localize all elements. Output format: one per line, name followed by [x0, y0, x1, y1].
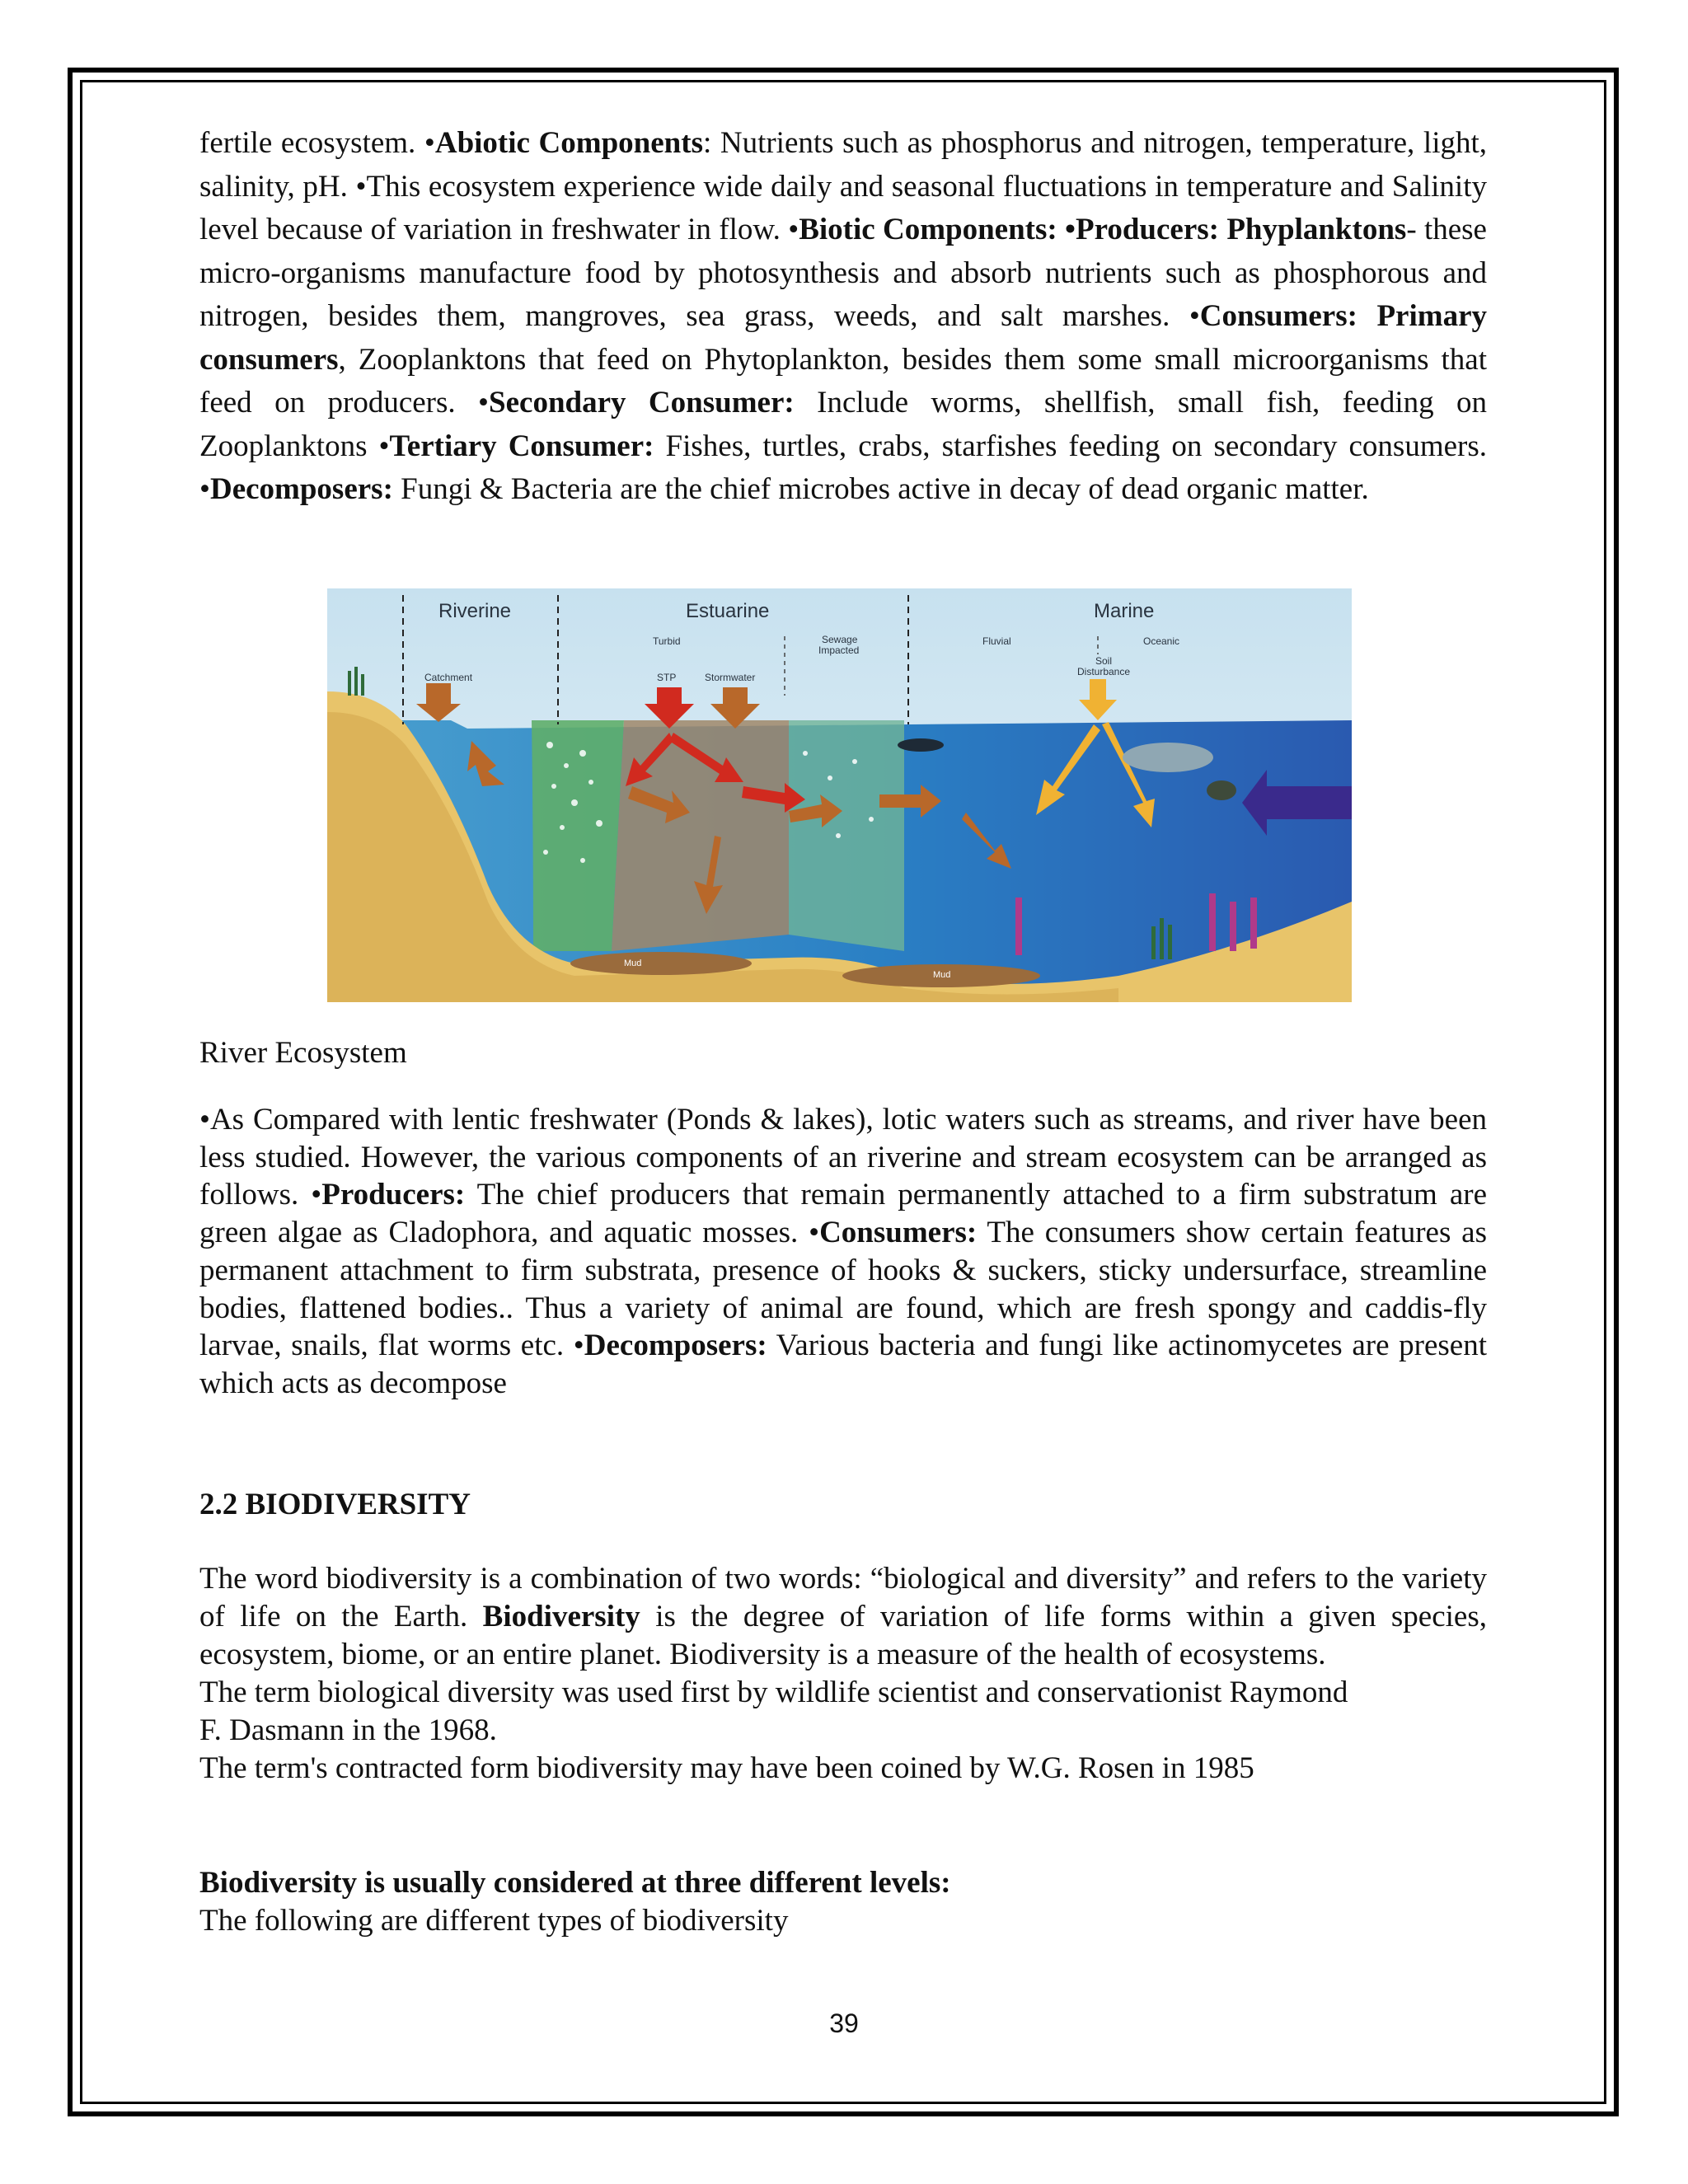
biodiversity-levels-section [199, 1864, 1487, 1940]
text-line: The term biological diversity was used first by wildlife scientist and conservationist Raymond [199, 1675, 1348, 1709]
bold-term: Biodiversity [482, 1600, 640, 1633]
text-span: The chief producers that remain permanently attached to a firm substratum are green algae as Cladophora, and aquatic mosses. • [199, 1178, 1487, 1250]
paragraph-estuary-components [199, 122, 1487, 512]
label-fluvial: Fluvial [982, 635, 1011, 647]
bold-term: Tertiary Consumer: [389, 429, 654, 463]
bold-term: Consumers: Primary consumers [199, 299, 1487, 377]
text-span: , Zooplanktons that feed on Phytoplankton, besides them some small microorganisms that feed on producers. • [199, 342, 1487, 419]
label-marine: Marine [1094, 600, 1155, 622]
text-line: The term's contracted form biodiversity may have been coined by W.G. Rosen in 1985 [199, 1751, 1254, 1785]
turtle-icon [1207, 780, 1236, 800]
text-span: Fishes, turtles, crabs, starfishes feeding on secondary consumers. • [199, 429, 1488, 506]
bold-term: Abiotic Components [434, 126, 703, 160]
page-number: 39 [829, 2008, 859, 2038]
text-span: is the degree of variation of life forms within a given species, ecosystem, biome, or an entire planet. Biodiversity is a measure of the health of ecosystems. [199, 1600, 1487, 1671]
estuary-ecosystem-diagram [327, 588, 1352, 1002]
label-stp: STP [657, 672, 677, 683]
text-span: The word biodiversity is a combination of two words: “biological and diversity” and refers to the variety of life on the Earth. [199, 1562, 1487, 1633]
label-soil: Soil [1095, 655, 1113, 667]
mud-patch-1 [570, 952, 752, 975]
text-span: : Nutrients such as phosphorus and nitrogen, temperature, light, salinity, pH. •This ecosystem experience wide daily and seasonal fluctuations in temperature and Salinity level because of variation in freshwater in flow. • [199, 126, 1487, 246]
paragraph-biodiversity-definition [199, 1560, 1487, 1674]
turbid-zone [532, 720, 624, 951]
bold-term: Consumers: [819, 1216, 978, 1250]
label-riverine: Riverine [438, 600, 512, 622]
section-heading: 2.2 BIODIVERSITY [199, 1488, 471, 1521]
text-span: - these micro-organisms manufacture food by photosynthesis and absorb nutrients such as phosphorous and nitrogen, besides them, mangroves, sea grass, weeds, and salt marshes. • [199, 213, 1487, 333]
figure-caption: River Ecosystem [199, 1036, 407, 1070]
text-line: F. Dasmann in the 1968. [199, 1713, 497, 1747]
bold-subheading: Biodiversity is usually considered at three different levels: [199, 1866, 951, 1900]
subheading [199, 1864, 1487, 1902]
label-oceanic: Oceanic [1143, 635, 1180, 647]
label-sewage: Sewage [822, 634, 858, 645]
bold-term: Producers: [321, 1178, 466, 1212]
text-span: Include worms, shellfish, small fish, feeding on Zooplanktons • [199, 386, 1488, 463]
estuary-paragraph [199, 122, 1487, 512]
text-span: The consumers show certain features as permanent attachment to firm substrata, presence of hooks & suckers, sticky undersurface, streamline bodies, flattened bodies.. Thus a variety of animal are found, which are fresh spongy and caddis-fly larvae, snails, flat worms etc. • [199, 1216, 1488, 1363]
text-span: Fungi & Bacteria are the chief microbes active in decay of dead organic matter. [392, 472, 1369, 506]
label-turbid: Turbid [653, 635, 681, 647]
bold-term: Secondary Consumer: [489, 386, 795, 419]
paragraph-river-components [199, 1101, 1487, 1403]
text-span: Various bacteria and fungi like actinomycetes are present which acts as decompose [199, 1329, 1488, 1400]
label-estuarine: Estuarine [686, 600, 770, 622]
biodiversity-section [199, 1560, 1487, 1788]
label-stormwater: Stormwater [705, 672, 756, 683]
label-mud-1: Mud [624, 958, 642, 968]
text-span: fertile ecosystem. • [199, 126, 435, 160]
bold-term: Biotic Components: •Producers: Phyplanktons [799, 213, 1407, 246]
label-mud-2: Mud [933, 970, 951, 980]
label-catchment: Catchment [424, 672, 473, 683]
text-span: •As Compared with lentic freshwater (Ponds & lakes), lotic waters such as streams, and river have been less studied. However, the various components of an riverine and stream ecosystem can be arranged as follows. • [199, 1103, 1487, 1212]
bold-term: Decomposers: [584, 1329, 767, 1363]
label-disturbance: Disturbance [1077, 666, 1131, 677]
fish-icon [898, 738, 944, 752]
dugong-icon [1123, 743, 1213, 772]
river-ecosystem-section [199, 1101, 1487, 1403]
bold-term: Decomposers: [209, 472, 393, 506]
label-impacted: Impacted [818, 644, 860, 656]
text-line: The following are different types of biodiversity [199, 1904, 789, 1938]
